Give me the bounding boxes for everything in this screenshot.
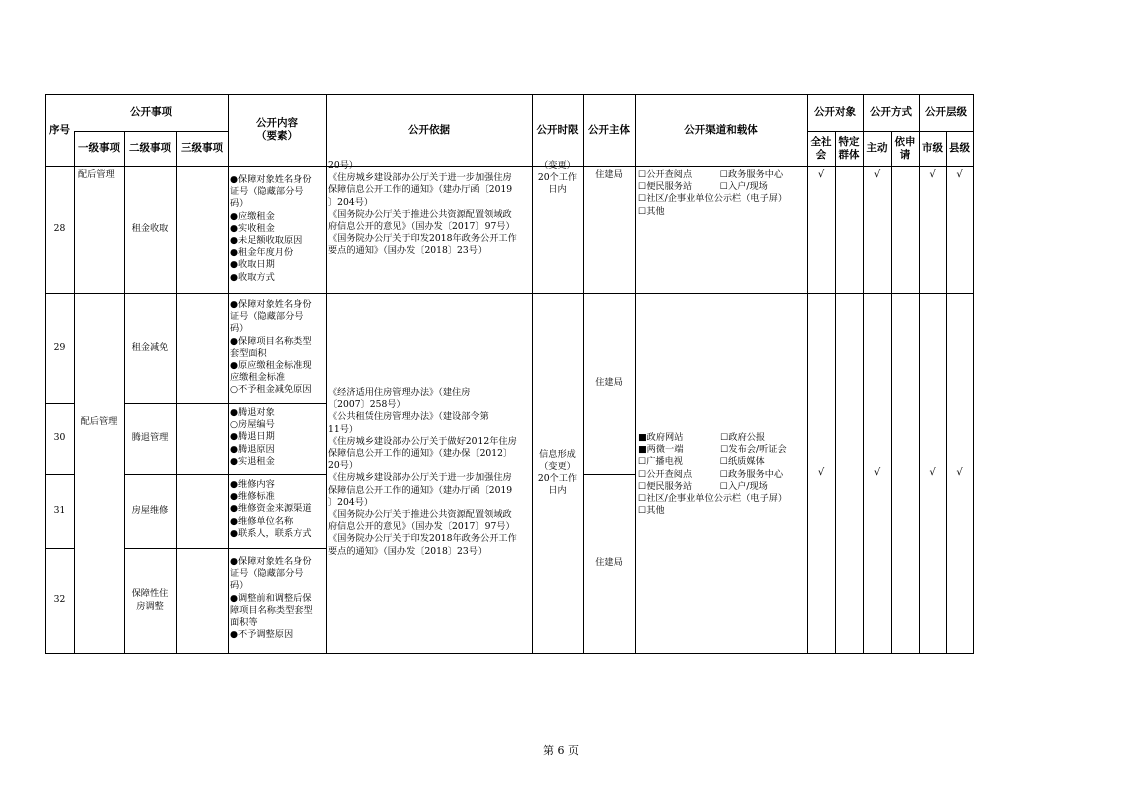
row28-content: ●保障对象姓名身份 证号（隐藏部分号 码） ●应缴租金 ●实收租金 ●未足额收取原因 ●租金年度月份 ●收取日期 ●收取方式	[230, 174, 312, 283]
group-check-all: √	[817, 467, 825, 478]
header-target-all: 全社 会	[810, 135, 832, 161]
row28-seq: 28	[53, 223, 66, 235]
header-content: 公开内容 （要素）	[256, 117, 298, 142]
header-time: 公开时限	[536, 123, 579, 136]
header-channel: 公开渠道和载体	[684, 123, 758, 136]
page-number: 第 6 页	[543, 744, 579, 757]
header-target: 公开对象	[814, 106, 856, 118]
row32-level2: 保障性住 房调整	[131, 588, 169, 612]
header-mode: 公开方式	[870, 106, 912, 118]
header-basis: 公开依据	[408, 123, 450, 136]
header-mode-active: 主动	[866, 142, 888, 154]
header-mode-apply: 依申 请	[894, 135, 916, 161]
header-matters: 公开事项	[130, 106, 172, 118]
row28-subject: 住建局	[595, 169, 623, 180]
group-time: 信息形成 （变更） 20个工作 日内	[537, 448, 578, 497]
group-check-active: √	[873, 467, 881, 478]
header-level: 公开层级	[925, 106, 967, 118]
row31-content: ●维修内容 ●维修标准 ●维修资金来源渠道 ●维修单位名称 ●联系人，联系方式	[230, 479, 312, 539]
row31-level2: 房屋维修	[131, 504, 169, 516]
disclosure-table	[45, 94, 974, 654]
header-subject: 公开主体	[588, 123, 630, 136]
row30-level2: 腾退管理	[131, 432, 169, 444]
row30-seq: 30	[53, 432, 66, 444]
header-level2: 二级事项	[129, 142, 171, 154]
row28-level2: 租金收取	[131, 223, 169, 235]
row29-content: ●保障对象姓名身份 证号（隐藏部分号 码） ●保障项目名称类型 套型面积 ●原应缴租金标准现 应缴租金标准 ○不予租金减免原因	[230, 299, 312, 396]
group-channel: ■政府网站 ☐政府公报 ■两微一端 ☐发布会/听证会 ☐广播电视 ☐纸质媒体 ☐公开查阅点 ☐政务服务中心 ☐便民服务站 ☐入户/现场 ☐社区/企事业单位公示栏（电子屏） ☐其他	[638, 432, 788, 517]
row28-time: （变更） 20个工作 日内	[537, 160, 578, 196]
group-basis: 《经济适用住房管理办法》（建住房 〔2007〕258号） 《公共租赁住房管理办法》（建设部令第 11号） 《住房城乡建设部办公厅关于做好2012年住房 保障信息公开工作的通知》（建办保〔2012〕 20号） 《住房城乡建设部办公厅关于进一步加强住房 保障信息公开工作的通知》（建办厅函〔2019 〕204号） 《国务院办公厅关于推进公共资源配置领域政 府信息公开的意见》（国办发〔2017〕97号） 《国务院办公厅关于印发2018年政务公开工作 要点的通知》（国办发〔2018〕23号）	[328, 387, 517, 557]
group-check-city: √	[929, 467, 936, 478]
group-subject-lower: 住建局	[595, 557, 623, 569]
header-level1: 一级事项	[78, 142, 120, 154]
row31-seq: 31	[53, 504, 66, 516]
row30-content: ●腾退对象 ○房屋编号 ●腾退日期 ●腾退原因 ●实退租金	[230, 407, 275, 467]
header-target-specific: 特定 群体	[838, 135, 860, 161]
row29-level2: 租金减免	[131, 341, 169, 353]
header-seq: 序号	[49, 123, 70, 136]
row32-seq: 32	[53, 594, 66, 606]
row28-check-city: √	[929, 169, 936, 180]
row28-check-active: √	[873, 169, 881, 180]
header-level-county: 县级	[949, 142, 970, 154]
row30-level1: 配后管理	[80, 415, 118, 427]
header-level3: 三级事项	[181, 142, 223, 154]
header-level-city: 市级	[922, 142, 943, 154]
row28-basis: 20号） 《住房城乡建设部办公厅关于进一步加强住房 保障信息公开工作的通知》（建办厅函〔2019 〕204号） 《国务院办公厅关于推进公共资源配置领域政 府信息公开的意见》（国办发〔2017〕97号） 《国务院办公厅关于印发2018年政务公开工作 要点的通知》（国办发〔2018〕23号）	[328, 160, 517, 257]
row28-check-all: √	[817, 169, 825, 180]
group-check-county: √	[956, 467, 963, 478]
row28-level1: 配后管理	[78, 169, 115, 180]
group-subject-upper: 住建局	[595, 377, 623, 389]
row28-check-county: √	[956, 169, 963, 180]
row28-channel: ☐公开查阅点 ☐政务服务中心 ☐便民服务站 ☐入户/现场 ☐社区/企事业单位公示栏（电子屏） ☐其他	[638, 169, 788, 217]
row29-seq: 29	[53, 341, 66, 353]
row32-content: ●保障对象姓名身份 证号（隐藏部分号 码） ●调整前和调整后保 障项目名称类型套型 面积等 ●不予调整原因	[230, 556, 313, 641]
